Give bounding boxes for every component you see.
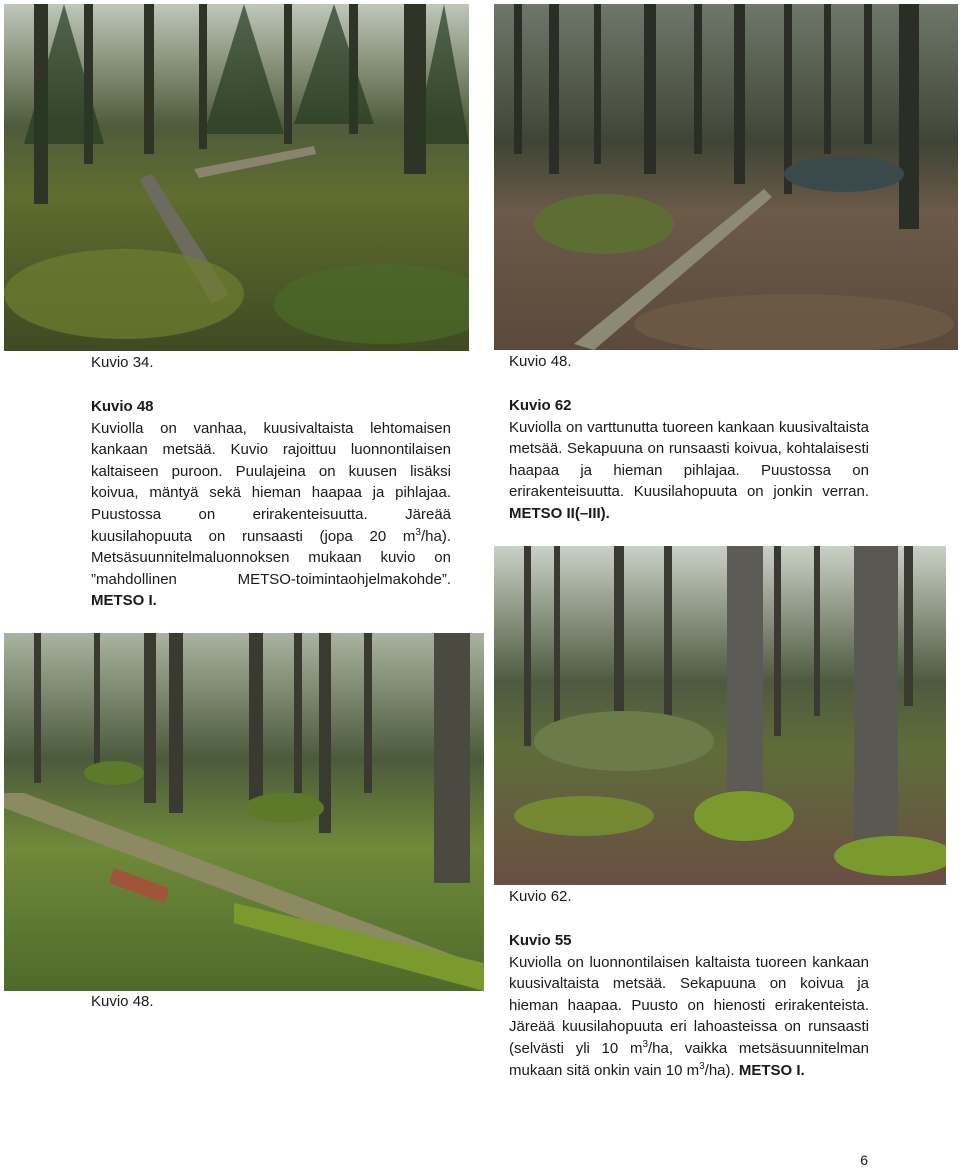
- metso-class: METSO I.: [738, 1061, 805, 1079]
- text-block-kuvio-62: [509, 395, 869, 525]
- photo-kuvio-62: [494, 546, 946, 885]
- photo-kuvio-48-bottom: [4, 633, 484, 991]
- metso-class: METSO II(–III).: [509, 504, 610, 522]
- paragraph-kuvio-55: [509, 952, 869, 1082]
- heading-kuvio-55: Kuvio 55: [509, 932, 572, 949]
- text-part: Kuviolla on varttunutta tuoreen kankaan kuusivaltaista metsää. Sekapuuna on runsaasti koivua, kohtalaisesti haapaa ja hieman pihlajaa. Puustossa on erirakenteisuutta. Kuusilahopuuta on jonkin verran.: [509, 418, 869, 501]
- superscript: 3: [642, 1038, 648, 1050]
- metso-class: METSO I.: [91, 592, 157, 610]
- text-part: /ha, vaikka metsäsuunnitelman mukaan sitä onkin vain 10 m: [509, 1039, 869, 1079]
- page-number: 6: [860, 1152, 868, 1168]
- text-part: /ha).: [704, 1061, 739, 1079]
- caption-kuvio-48-bottom: Kuvio 48.: [91, 993, 154, 1010]
- photo-kuvio-48-top: [494, 4, 958, 350]
- caption-kuvio-62: Kuvio 62.: [509, 888, 572, 905]
- caption-kuvio-48-top: Kuvio 48.: [509, 353, 572, 370]
- heading-kuvio-48: Kuvio 48: [91, 398, 154, 415]
- paragraph-kuvio-48: [91, 418, 451, 612]
- paragraph-kuvio-62: [509, 417, 869, 525]
- superscript: 3: [699, 1060, 705, 1072]
- text-part: Kuviolla on luonnontilaisen kaltaista tuoreen kankaan kuusivaltaista metsää. Sekapuuna on koivua ja hieman haapaa. Puusto on hienosti erirakenteista. Järeää kuusilahopuuta eri lahoasteissa on runsaasti (selvästi yli 10 m: [509, 953, 869, 1057]
- text-part: /ha). Metsäsuunnitelmaluonnoksen mukaan kuvio on ”mahdollinen METSO-toimintaohjelmakohde”.: [91, 527, 451, 588]
- text-block-kuvio-55: [509, 930, 869, 1081]
- superscript: 3: [415, 526, 421, 538]
- heading-kuvio-62: Kuvio 62: [509, 397, 572, 414]
- text-block-kuvio-48: [91, 396, 451, 612]
- text-part: Kuviolla on vanhaa, kuusivaltaista lehtomaisen kankaan metsää. Kuvio rajoittuu luonnontilaisen kaltaiseen puroon. Puulajeina on kuusen lisäksi koivua, mäntyä sekä hieman haapaa ja pihlajaa. Puustossa on erirakenteisuutta. Järeää kuusilahopuuta on runsaasti (jopa 20 m: [91, 419, 451, 545]
- caption-kuvio-34: Kuvio 34.: [91, 354, 154, 371]
- photo-kuvio-34: [4, 4, 469, 351]
